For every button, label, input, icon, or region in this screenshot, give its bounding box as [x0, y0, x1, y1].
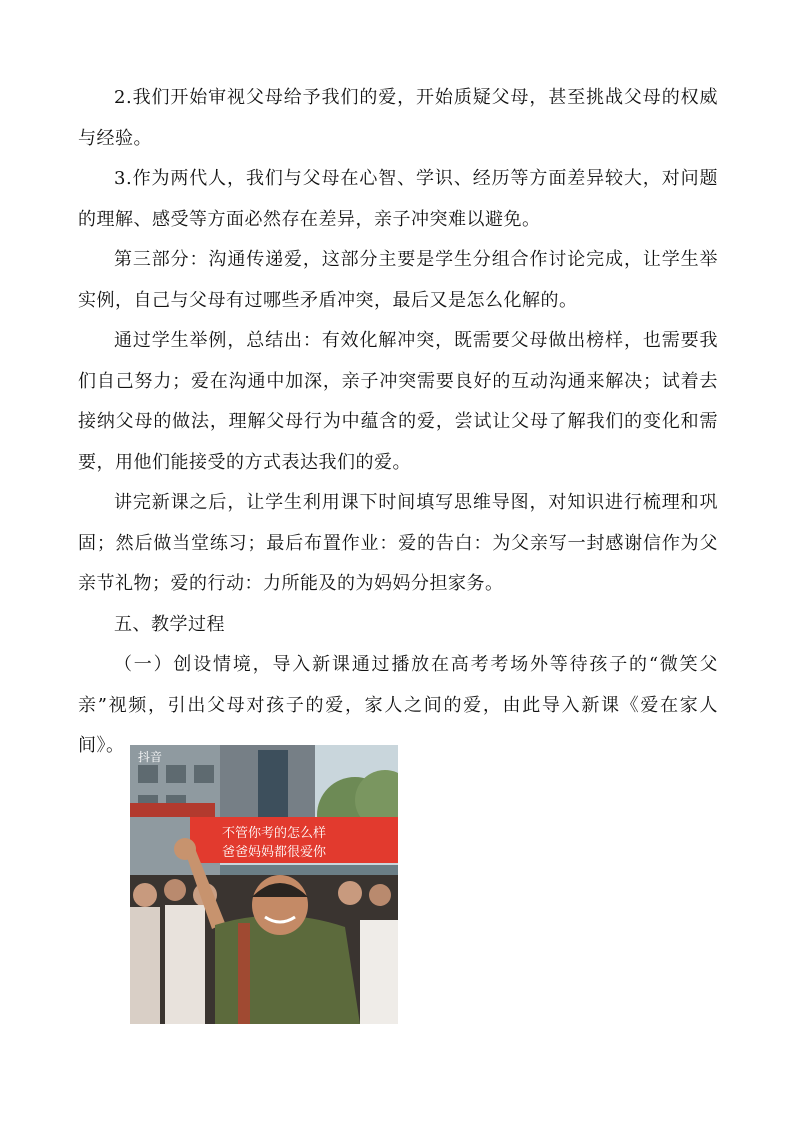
watermark-logo: 抖音	[138, 750, 163, 764]
video-screenshot-photo	[130, 745, 398, 1024]
paragraph-introduction: （一）创设情境，导入新课通过播放在高考考场外等待孩子的“微笑父亲”视频，引出父母对孩子的爱，家人之间的爱，由此导入新课《爱在家人间》。	[78, 654, 718, 756]
paragraph-point-3: 3.作为两代人，我们与父母在心智、学识、经历等方面差异较大，对问题的理解、感受等方面必然存在差异，亲子冲突难以避免。	[78, 168, 718, 230]
banner-text-line1: 不管你考的怎么样	[222, 826, 327, 841]
document-body	[78, 78, 718, 767]
paragraph-point-2: 2.我们开始审视父母给予我们的爱，开始质疑父母，甚至挑战父母的权威与经验。	[78, 87, 718, 149]
paragraph-part-three: 第三部分：沟通传递爱，这部分主要是学生分组合作讨论完成，让学生举实例，自己与父母有过哪些矛盾冲突，最后又是怎么化解的。	[78, 249, 718, 311]
section-heading-teaching-process: 五、教学过程	[114, 613, 225, 635]
paragraph-summary: 通过学生举例，总结出：有效化解冲突，既需要父母做出榜样，也需要我们自己努力；爱在沟通中加深，亲子冲突需要良好的互动沟通来解决；试着去接纳父母的做法，理解父母行为中蕴含的爱，尝试让父母了解我们的变化和需要，用他们能接受的方式表达我们的爱。	[78, 330, 718, 473]
paragraph-homework: 讲完新课之后，让学生利用课下时间填写思维导图，对知识进行梳理和巩固；然后做当堂练习；最后布置作业：爱的告白：为父亲写一封感谢信作为父亲节礼物；爱的行动：力所能及的为妈妈分担家务。	[78, 492, 718, 594]
banner-text-line2: 爸爸妈妈都很爱你	[222, 845, 327, 860]
